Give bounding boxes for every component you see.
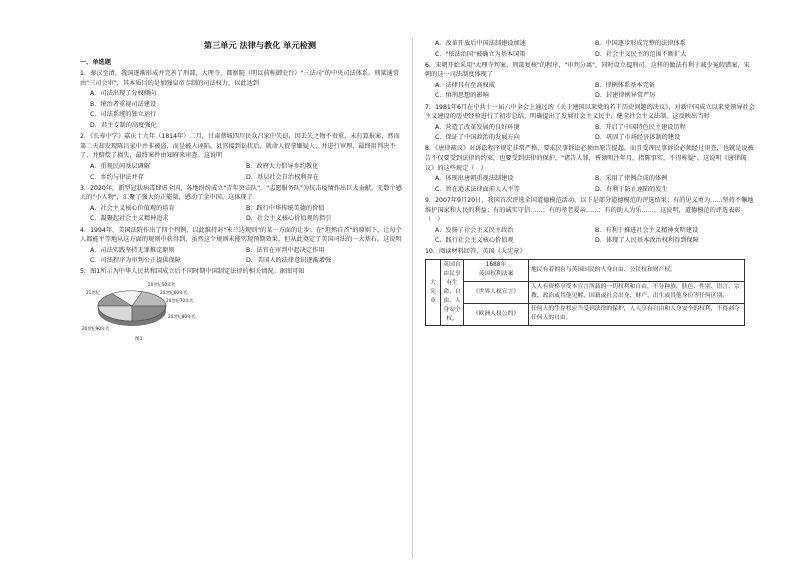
chart-label-1: 20世纪50年代 [148, 281, 176, 287]
question-2: 2．《长寿中学》嘉庆十九年（1814年）二月，甘肃蔡城四川民众吕家中失窃，因丢失之物不贵重，未打算报案，然而第二天却发现陈吕家中并非被盗，而是被人诬陷。县官接到讼状后，就命人捉拿嫌疑人，并进行审理，最终用判决不了，并赔偿了损失，最终案件由知府来审查。这说明 [80, 133, 400, 160]
q7-option-b: B．开启了中国特色民主建设历程 [595, 123, 686, 131]
chart-label-6: 20世纪90年代 [82, 325, 110, 331]
q2-option-d: D．基层社会自治权利存在 [246, 173, 319, 181]
q6-option-b: B．律例体系基本完备 [595, 81, 655, 89]
question-10: 10．阅读材料回答，英国《大宪章》 [425, 248, 526, 256]
q5-option-a: A．改革开放后中国法制建设加速 [435, 40, 526, 47]
q4-option-c: C．司法程序为审判公正提供保障 [90, 257, 181, 265]
q6-option-c: C．慎刑思想的影响 [435, 92, 489, 100]
q1-option-c: C．司法系统的独立运行 [90, 111, 157, 119]
q8-option-a: A．体现出唐朝重视法制建设 [435, 175, 514, 183]
table-content-cell: 任何人的生存权应当受到法律的保护，人人享有自由和人身安全的权利，不得剥夺任何人的自由。 [529, 303, 745, 325]
q6-options-row-1 [425, 81, 755, 91]
q9-option-a: A．发扬了社会主义民主政治 [435, 226, 514, 234]
table-row [426, 281, 745, 303]
chart-label-4: 20世纪80年代 [168, 313, 196, 319]
q4-option-d: D．美国人的法律意识逐渐增强 [246, 257, 332, 265]
q2-option-c: C．乡约与律法并存 [90, 173, 144, 181]
table-doc-cell: 1688年 英国权利法案 [464, 259, 529, 281]
q3-option-c: C．凝聚起社会主义精神追求 [90, 215, 169, 223]
q5-options-row-1 [425, 39, 755, 49]
q8-option-c: C．旨在追求法律面前人人平等 [435, 185, 520, 193]
table-doc-cell: 《欧洲人权公约》 [464, 303, 529, 325]
question-6: 6．宋朝开始采用"大理寺判案、刑部复核"的程序，"审判分离"，同时设立提刑司。这样的做法有利于减少冤假错案，宋朝的这一司法制度体现了 [425, 61, 750, 79]
figure-caption: 图1 [135, 336, 143, 342]
question-1: 1．秦汉至清，我国逐渐形成并完善了刑部、大理寺、都察院（明以前称御史台）"三法司"的中央司法体系。刑狱通常由"三司会审"，其本质目的是加强皇帝专制的司法权力，以此达到 [80, 70, 400, 87]
q5-option-b: B．中国逐步形成完整的法律体系 [595, 40, 686, 47]
q8-options-row-2 [425, 185, 755, 195]
q2-option-a: A．重视民间基层调解 [90, 162, 150, 170]
q9-options-row-1 [425, 226, 755, 236]
chart-label-5: 21世纪 [86, 289, 100, 295]
q7-option-a: A．营造了改革发展的良好环境 [435, 123, 520, 131]
table-side-header: 大宪章 [426, 259, 441, 325]
section-heading: 一、单选题 [80, 59, 111, 66]
q4-options-row-1 [80, 246, 402, 256]
pie-chart-figure [80, 280, 402, 342]
q5-options-row-2 [425, 50, 755, 60]
q4-options-row-2 [80, 256, 402, 266]
column-divider [412, 38, 413, 558]
q9-options-row-2 [425, 236, 755, 246]
q9-option-c: C．践行社会主义核心价值观 [435, 237, 514, 245]
table-row [426, 259, 745, 281]
q3-option-b: B．践行中华传统美德的价值 [246, 204, 325, 212]
q2-options-row-2 [80, 173, 402, 183]
question-5: 5．图1所示为中华人民共和国成立后不同时期中国制定法律的相关情况。据图可知 [80, 268, 305, 276]
q7-option-c: C．保证了中国政治的发展方向 [435, 134, 520, 142]
question-8: 8．《唐律疏议》对诉讼程序规定非常严格，要求民事诉讼必须由原告提起，而且受理民事诉讼必须经过审查，也就是说被告不仅要受到法律的约束，也要受到法律的保护，"诸告人罪，皆须明注年月，指陈事实，不得称疑"。这说明《唐律疏议》的这些规定（ ） [425, 145, 754, 172]
q3-option-a: A．社会主义核心价值观的培育 [90, 204, 175, 212]
table-content-cell: 人人有资格享受本宣言所载的一切权利和自由，不分种族、肤色、性别、语言、宗教、政治或其他见解、国籍或社会出身、财产、出生或其他身份等任何区别。 [529, 281, 745, 303]
q4-option-a: A．司法实践坚持无罪推定原则 [90, 246, 175, 254]
q3-options-row-1 [80, 204, 402, 214]
q2-options-row-1 [80, 162, 402, 172]
q9-option-d: D．体现了人民基本政治权利得到保障 [595, 237, 699, 245]
q8-options-row-1 [425, 174, 755, 184]
q8-option-d: D．有利于防止诬陷的发生 [595, 185, 668, 193]
q1-option-a: A．司法出现了分权倾向 [90, 90, 157, 98]
q4-option-b: B．法官在审判中起决定作用 [246, 246, 325, 254]
q5-option-d: D．社会主义民主的范围不断扩大 [595, 50, 687, 58]
question-7: 7．1981年6月在中共十一届六中全会上通过的《关于建国以来党的若干历史问题的决议》，对新中国成立以来党领导社会主义建设的历史经验进行了初步总结，明确提出了发展社会主义民主、健全社会主义法制。这反映出当时 [425, 103, 755, 121]
table-row [426, 303, 745, 325]
material-table [425, 259, 745, 326]
q1-option-d: D．君主专制的高度强化 [90, 122, 157, 130]
q7-option-d: D．巩固了市场经济体制的建设 [595, 134, 681, 142]
question-3: 3．2020年，新型冠状病毒肆虐全国，各地纷纷成立"青年突击队"，"志愿服务队"为抗击疫情作出巨大贡献。无数个感人的"小人物"，汇聚了强大的正能量，感动了全中国。这体现了 [80, 184, 402, 202]
q9-option-b: B．有利于推进社会主义精神文明建设 [595, 226, 699, 234]
q6-option-d: D．封建律例异常严厉 [595, 92, 656, 100]
q2-option-b: B．政府大力倡导乡约教化 [246, 162, 319, 170]
chart-label-3: 20世纪70年代 [166, 297, 194, 303]
q3-options-row-2 [80, 214, 402, 224]
left-column [80, 38, 402, 342]
q6-option-a: A．法律具有至高权威 [435, 81, 495, 89]
table-content-cell: 地民有着拥有与英国国民的人身自由、公民权和财产权。 [529, 259, 745, 281]
right-column [425, 38, 755, 326]
question-9: 9．2007年9月20日，我国首次评选全国道德模范活动，以下是部分道德模范的评选结果：有的见义勇为……坚持不懈地维护国家和人民的利益；有的诚实守信……；有的孝老爱亲……；有的助人为乐……。这说明，道德模范的评选表彰（ ） [425, 196, 754, 224]
question-4: 4．1994年，美国法院作出了四个判例，以此维持对"米兰达规则"的某一方面的让步；在"坦然自首"的原则下，让每个人都能平等地从这方面的规则中获得到，虽然这个规则未能实现预期效果，但从此奠定了美国司法的一大基石。这说明 [80, 226, 402, 244]
q1-option-b: B．统治者重视司法建设 [90, 100, 157, 108]
q8-option-b: B．采用了律例合成的体例 [595, 175, 668, 183]
q3-option-d: D．社会主义核心价值观的指引 [246, 215, 332, 223]
q7-options-row-2 [425, 133, 755, 143]
chart-label-2: 20世纪60年代 [160, 289, 188, 295]
page-title: 第三单元 法律与教化 单元检测 [203, 40, 317, 50]
table-doc-cell: 《世界人权宣言》 [464, 281, 529, 303]
table-group-cell: 英国自由民享有生命、自由、人身安全权。 [441, 259, 464, 325]
q6-options-row-2 [425, 91, 755, 101]
q5-option-c: C．"依法治国"被确立为基本国策 [435, 50, 526, 58]
q7-options-row-1 [425, 123, 755, 133]
